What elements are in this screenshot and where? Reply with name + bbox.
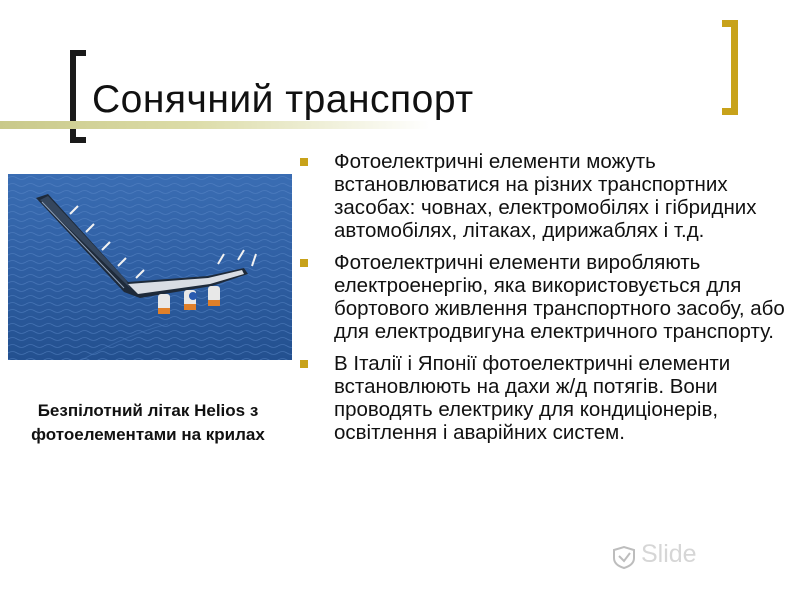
slide-title: Сонячний транспорт <box>92 78 474 121</box>
bullet-text: Фотоелектричні елементи можуть встановлюватися на різних транспортних засобах: човнах, електромобілях і гібридних автомобілях, літаках, дирижаблях і т.д. <box>334 150 757 242</box>
square-bullet-icon <box>300 360 308 368</box>
square-bullet-icon <box>300 259 308 267</box>
bullet-text: Фотоелектричні елементи виробляють електроенергію, яка використовується для бортового живлення транспортного засобу, або для електродвигуна електричного транспорту. <box>334 251 785 343</box>
bullet-list <box>300 150 790 453</box>
bullet-item <box>300 251 790 343</box>
bullet-item <box>300 150 790 242</box>
square-bullet-icon <box>300 158 308 166</box>
watermark-text: Slide <box>641 540 697 568</box>
helios-aircraft-photo <box>8 174 292 360</box>
title-underline <box>0 121 430 129</box>
right-bracket-decoration <box>722 20 738 115</box>
photo-caption: Безпілотний літак Helios з фотоелементами на крилах <box>31 401 265 444</box>
watermark-logo-icon <box>611 544 637 570</box>
aircraft-illustration <box>8 174 292 360</box>
left-bracket-decoration <box>70 50 86 143</box>
bullet-text: В Італії і Японії фотоелектричні елементи встановлюють на дахи ж/д потягів. Вони проводять електрику для кондиціонерів, освітлення і аварійних систем. <box>334 352 731 444</box>
bullet-item <box>300 352 790 444</box>
